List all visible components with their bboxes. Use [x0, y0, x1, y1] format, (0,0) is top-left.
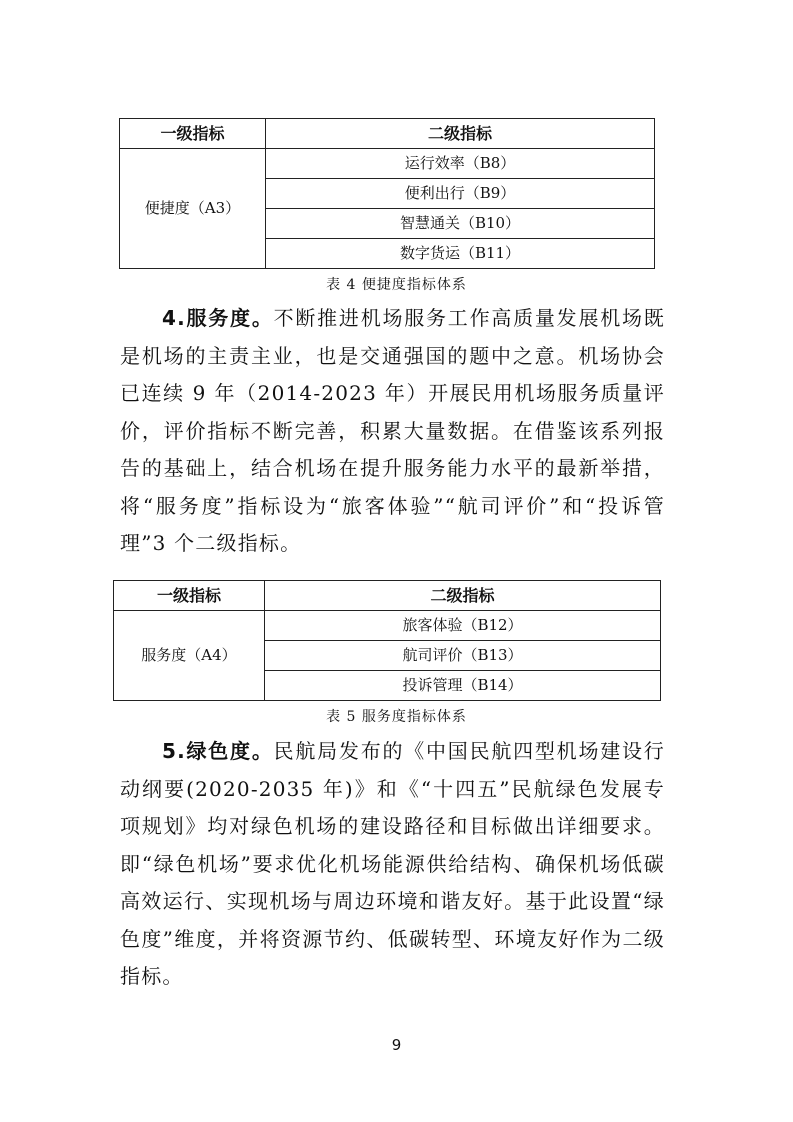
table-5-header-primary: 一级指标 — [114, 581, 265, 611]
table-5-primary-indicator: 服务度（A4） — [114, 611, 265, 701]
page-number: 9 — [391, 1036, 402, 1054]
table-5-header-secondary: 二级指标 — [265, 581, 661, 611]
table-5-service-index — [113, 580, 661, 701]
table-4-secondary-indicator: 数字货运（B11） — [266, 239, 655, 269]
section-4-text: 不断推进机场服务工作高质量发展机场既是机场的主责主业，也是交通强国的题中之意。机场协会已连续 9 年（2014-2023 年）开展民用机场服务质量评价，评价指标不断完善，积累大量数据。在借鉴该系列报告的基础上，结合机场在提升服务能力水平的最新举措，将“服务度”指标设为“旅客体验”“航司评价”和“投诉管理”3 个二级指标。 — [120, 306, 665, 555]
table-4-primary-indicator: 便捷度（A3） — [120, 149, 266, 269]
table-4-header-primary: 一级指标 — [120, 119, 266, 149]
table-5-secondary-indicator: 旅客体验（B12） — [265, 611, 661, 641]
section-5-lead: 5.绿色度。 — [162, 739, 274, 763]
section-5-text: 民航局发布的《中国民航四型机场建设行动纲要(2020-2035 年)》和《“十四五”民航绿色发展专项规划》均对绿色机场的建设路径和目标做出详细要求。即“绿色机场”要求优化机场能源供给结构、确保机场低碳高效运行、实现机场与周边环境和谐友好。基于此设置“绿色度”维度，并将资源节约、低碳转型、环境友好作为二级指标。 — [120, 739, 665, 988]
table-4-secondary-indicator: 智慧通关（B10） — [266, 209, 655, 239]
section-4-paragraph — [120, 300, 665, 563]
table-5-caption: 表 5 服务度指标体系 — [326, 709, 467, 725]
table-4-convenience-index — [119, 118, 655, 269]
table-4-secondary-indicator: 运行效率（B8） — [266, 149, 655, 179]
table-5-secondary-indicator: 投诉管理（B14） — [265, 671, 661, 701]
table-4-header-secondary: 二级指标 — [266, 119, 655, 149]
table-4-caption: 表 4 便捷度指标体系 — [326, 277, 467, 293]
table-5-secondary-indicator: 航司评价（B13） — [265, 641, 661, 671]
table-4-secondary-indicator: 便利出行（B9） — [266, 179, 655, 209]
section-5-paragraph — [120, 733, 665, 996]
section-4-lead: 4.服务度。 — [162, 306, 274, 330]
